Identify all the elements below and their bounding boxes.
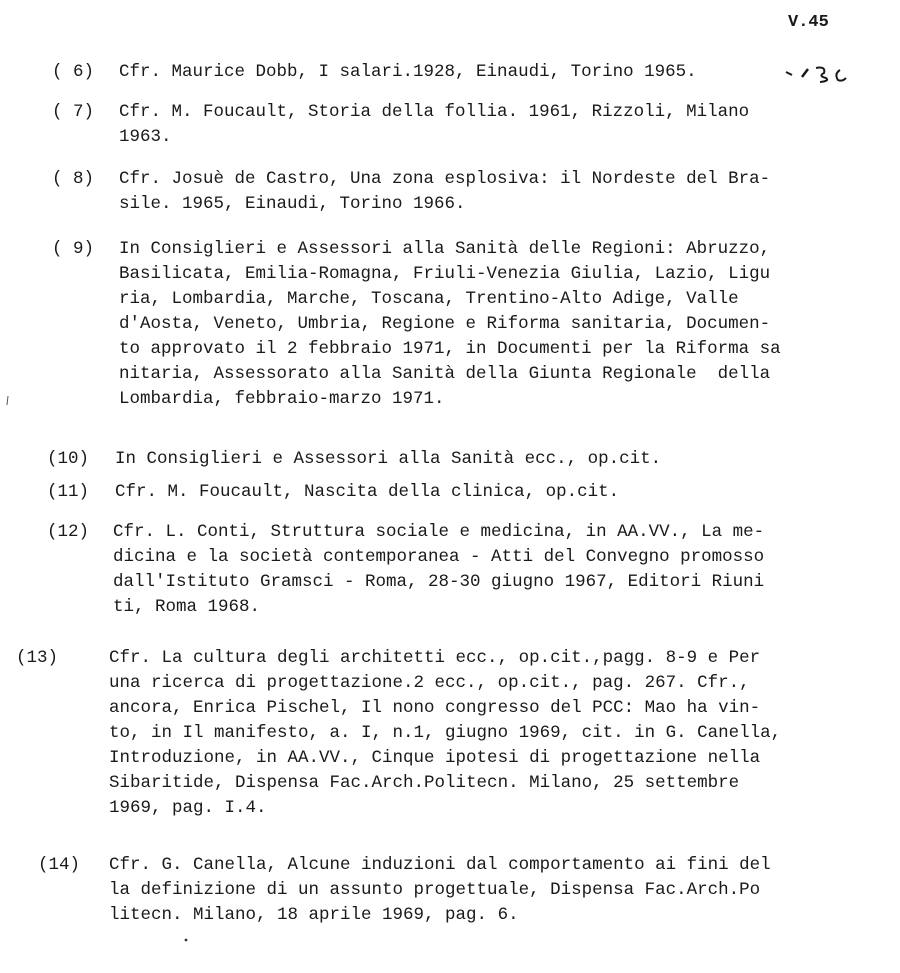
footnote-line: to, in Il manifesto, a. I, n.1, giugno 1969, cit. in G. Canella, — [109, 723, 782, 743]
footnote-line: Cfr. La cultura degli architetti ecc., op.cit.,pagg. 8-9 e Per — [109, 648, 761, 668]
stray-ink-dot — [183, 937, 189, 943]
footnote-line: dall'Istituto Gramsci - Roma, 28-30 giugno 1967, Editori Riuni — [113, 572, 765, 592]
footnote-line: Basilicata, Emilia-Romagna, Friuli-Venezia Giulia, Lazio, Ligu — [119, 264, 771, 284]
footnote-text — [119, 60, 854, 85]
footnote-text — [113, 520, 848, 620]
footnote-line: la definizione di un assunto progettuale, Dispensa Fac.Arch.Po — [109, 880, 761, 900]
footnote-number: (10) — [47, 449, 90, 469]
footnote-line: nitaria, Assessorato alla Sanità della Giunta Regionale della — [119, 364, 771, 384]
footnote-text — [119, 237, 854, 412]
footnote-number: ( 7) — [52, 102, 95, 122]
page-number: V.45 — [788, 13, 829, 32]
footnote-number: ( 6) — [52, 62, 95, 82]
footnote-line: litecn. Milano, 18 aprile 1969, pag. 6. — [109, 905, 519, 925]
footnote-line: d'Aosta, Veneto, Umbria, Regione e Riforma sanitaria, Documen- — [119, 314, 771, 334]
footnote-text — [109, 853, 844, 928]
footnote-line: 1963. — [119, 127, 172, 147]
footnote-number: ( 9) — [52, 239, 95, 259]
footnote-line: Cfr. M. Foucault, Storia della follia. 1961, Rizzoli, Milano — [119, 102, 750, 122]
footnote-text — [119, 167, 854, 217]
footnote-text — [119, 100, 854, 150]
footnote-text — [115, 447, 850, 472]
footnote-line: Introduzione, in AA.VV., Cinque ipotesi di progettazione nella — [109, 748, 761, 768]
footnote-line: Lombardia, febbraio-marzo 1971. — [119, 389, 445, 409]
stray-ink-mark — [4, 395, 12, 407]
footnote-line: 1969, pag. I.4. — [109, 798, 267, 818]
footnote-line: sile. 1965, Einaudi, Torino 1966. — [119, 194, 466, 214]
footnote-text — [115, 480, 850, 505]
footnote-line: una ricerca di progettazione.2 ecc., op.cit., pag. 267. Cfr., — [109, 673, 750, 693]
footnote-line: Cfr. Maurice Dobb, I salari.1928, Einaudi, Torino 1965. — [119, 62, 697, 82]
footnote-line: Sibaritide, Dispensa Fac.Arch.Politecn. Milano, 25 settembre — [109, 773, 740, 793]
footnote-line: Cfr. M. Foucault, Nascita della clinica, op.cit. — [115, 482, 620, 502]
footnote-line: dicina e la società contemporanea - Atti del Convegno promosso — [113, 547, 765, 567]
footnote-line: ria, Lombardia, Marche, Toscana, Trentino-Alto Adige, Valle — [119, 289, 739, 309]
footnote-line: ti, Roma 1968. — [113, 597, 261, 617]
footnote-number: ( 8) — [52, 169, 95, 189]
footnote-line: In Consiglieri e Assessori alla Sanità ecc., op.cit. — [115, 449, 662, 469]
footnote-number: (13) — [16, 648, 59, 668]
footnote-number: (12) — [47, 522, 90, 542]
footnote-number: (14) — [38, 855, 81, 875]
footnote-line: Cfr. Josuè de Castro, Una zona esplosiva: il Nordeste del Bra- — [119, 169, 771, 189]
footnote-line: In Consiglieri e Assessori alla Sanità delle Regioni: Abruzzo, — [119, 239, 771, 259]
footnote-line: Cfr. L. Conti, Struttura sociale e medicina, in AA.VV., La me- — [113, 522, 765, 542]
footnote-text — [109, 646, 844, 821]
footnote-line: Cfr. G. Canella, Alcune induzioni dal comportamento ai fini del — [109, 855, 771, 875]
footnote-line: to approvato il 2 febbraio 1971, in Documenti per la Riforma sa — [119, 339, 781, 359]
footnote-number: (11) — [47, 482, 90, 502]
footnote-line: ancora, Enrica Pischel, Il nono congresso del PCC: Mao ha vin- — [109, 698, 761, 718]
